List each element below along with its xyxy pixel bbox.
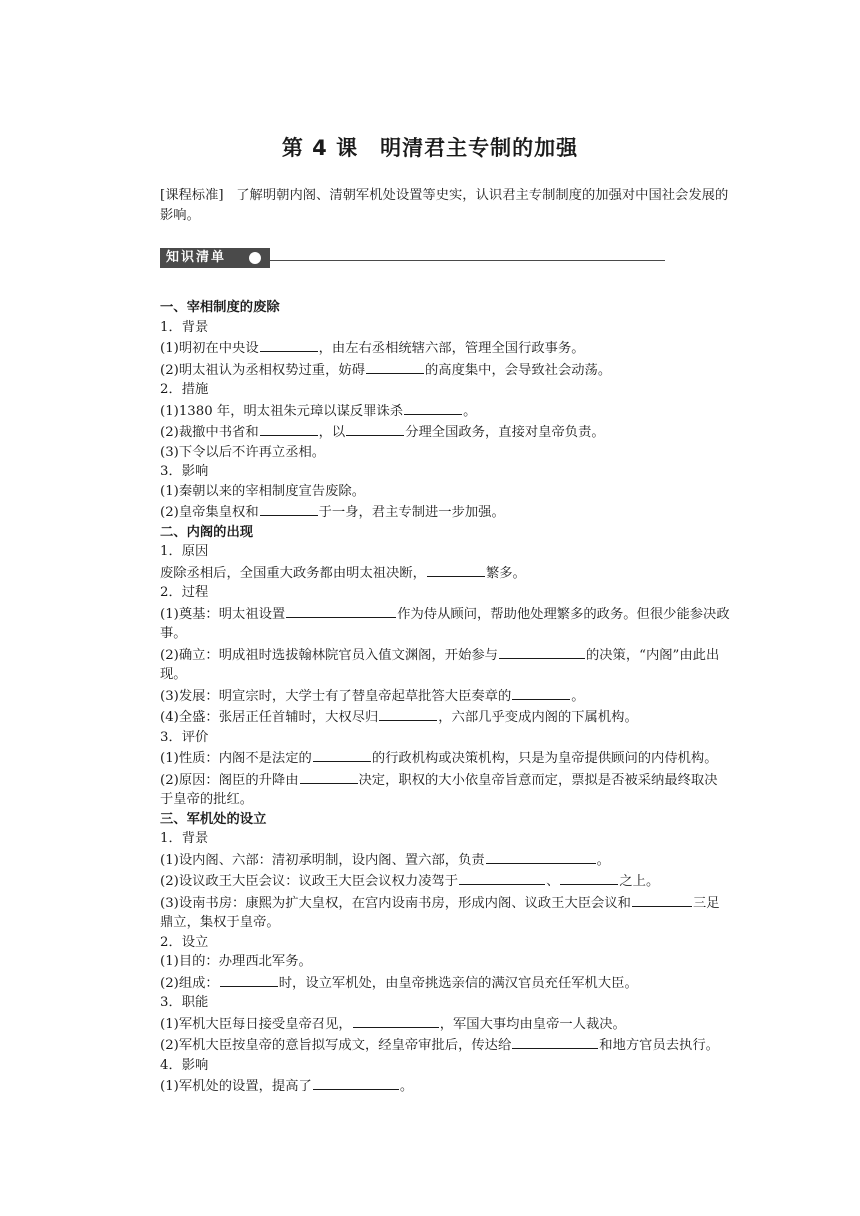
section-heading: 三、军机处的设立 bbox=[160, 811, 267, 827]
answer-blank[interactable] bbox=[366, 359, 424, 374]
answer-blank[interactable] bbox=[512, 1034, 598, 1049]
list-item: (1)军机大臣每日接受皇帝召见， ，军国大事均由皇帝一人裁决。 bbox=[160, 1013, 730, 1035]
list-item: (2)确立：明成祖时选拔翰林院官员入值文渊阁，开始参与 的决策，“内阁”由此出现。 bbox=[160, 644, 730, 685]
answer-blank[interactable] bbox=[499, 644, 585, 659]
list-item: (1)明初在中央设 ，由左右丞相统辖六部，管理全国行政事务。 bbox=[160, 337, 730, 359]
list-item: (2)军机大臣按皇帝的意旨拟写成文，经皇帝审批后，传达给 和地方官员去执行。 bbox=[160, 1034, 730, 1056]
page-title bbox=[0, 132, 860, 162]
knowledge-list bbox=[160, 298, 730, 1097]
sub-heading: 2．设立 bbox=[160, 934, 209, 950]
list-item: (1)设内阁、六部：清初承明制，设内阁、置六部，负责 。 bbox=[160, 849, 730, 871]
list-item: (2)皇帝集皇权和 于一身，君主专制进一步加强。 bbox=[160, 501, 730, 523]
list-item: (2)明太祖认为丞相权势过重，妨碍 的高度集中，会导致社会动荡。 bbox=[160, 359, 730, 381]
lesson-number: 第 4 课 bbox=[281, 136, 359, 160]
answer-blank[interactable] bbox=[379, 706, 437, 721]
answer-blank[interactable] bbox=[353, 1013, 439, 1028]
answer-blank[interactable] bbox=[220, 972, 278, 987]
answer-blank[interactable] bbox=[486, 849, 596, 864]
answer-blank[interactable] bbox=[560, 870, 618, 885]
course-standard bbox=[160, 186, 730, 226]
answer-blank[interactable] bbox=[286, 603, 396, 618]
answer-blank[interactable] bbox=[512, 685, 570, 700]
section-heading: 一、宰相制度的废除 bbox=[160, 300, 280, 315]
sub-heading: 2．措施 bbox=[160, 382, 209, 397]
sub-heading: 1．原因 bbox=[160, 544, 209, 559]
sub-heading: 1．背景 bbox=[160, 831, 209, 846]
answer-blank[interactable] bbox=[260, 501, 318, 516]
answer-blank[interactable] bbox=[632, 892, 692, 907]
list-item: (1)目的：办理西北军务。 bbox=[160, 954, 312, 969]
answer-blank[interactable] bbox=[313, 1075, 399, 1090]
sub-heading: 3．评价 bbox=[160, 729, 209, 745]
list-item: (2)裁撤中书省和 ，以 分理全国政务，直接对皇帝负责。 bbox=[160, 421, 730, 443]
banner-rule bbox=[270, 260, 665, 261]
sub-heading: 2．过程 bbox=[160, 585, 209, 600]
sub-heading: 1．背景 bbox=[160, 319, 209, 335]
list-item: (1)秦朝以来的宰相制度宣告废除。 bbox=[160, 483, 365, 499]
list-item: (3)发展：明宣宗时，大学士有了替皇帝起草批答大臣奏章的 。 bbox=[160, 685, 730, 707]
list-item: (2)组成： 时，设立军机处，由皇帝挑选亲信的满汉官员充任军机大臣。 bbox=[160, 972, 730, 994]
sub-heading: 3．影响 bbox=[160, 464, 209, 479]
list-item: (1)军机处的设置，提高了 。 bbox=[160, 1075, 730, 1097]
list-item: 废除丞相后，全国重大政务都由明太祖决断， 繁多。 bbox=[160, 562, 730, 584]
bullet-icon bbox=[249, 252, 261, 264]
answer-blank[interactable] bbox=[260, 421, 318, 436]
list-item: (4)全盛：张居正任首辅时，大权尽归 ，六部几乎变成内阁的下属机构。 bbox=[160, 706, 730, 728]
course-standard-text: 了解明朝内阁、清朝军机处设置等史实，认识君主专制制度的加强对中国社会发展的影响。 bbox=[160, 188, 729, 223]
section-heading: 二、内阁的出现 bbox=[160, 524, 254, 540]
answer-blank[interactable] bbox=[346, 421, 404, 436]
sub-heading: 4．影响 bbox=[160, 1057, 209, 1073]
list-item: (1)奠基：明太祖设置 作为侍从顾问，帮助他处理繁多的政务。但很少能参决政事。 bbox=[160, 603, 730, 644]
list-item: (1)性质：内阁不是法定的 的行政机构或决策机构，只是为皇帝提供顾问的内侍机构。 bbox=[160, 747, 730, 769]
list-item: (3)设南书房：康熙为扩大皇权，在宫内设南书房，形成内阁、议政王大臣会议和 三足鼎立，集权于皇帝。 bbox=[160, 892, 730, 933]
answer-blank[interactable] bbox=[313, 747, 371, 762]
list-item: (2)设议政王大臣会议：议政王大臣会议权力凌驾于 、 之上。 bbox=[160, 870, 730, 892]
answer-blank[interactable] bbox=[404, 400, 462, 415]
answer-blank[interactable] bbox=[300, 769, 358, 784]
lesson-name: 明清君主专制的加强 bbox=[380, 136, 579, 160]
course-standard-label: [课程标准] bbox=[160, 188, 224, 203]
list-item: (1)1380 年，明太祖朱元璋以谋反罪诛杀 。 bbox=[160, 400, 730, 422]
banner-label: 知识清单 bbox=[160, 248, 270, 268]
answer-blank[interactable] bbox=[427, 562, 485, 577]
list-item: (2)原因：阁臣的升降由 决定，职权的大小依皇帝旨意而定，票拟是否被采纳最终取决于皇帝的批红。 bbox=[160, 769, 730, 810]
sub-heading: 3．职能 bbox=[160, 995, 209, 1010]
list-item: (3)下令以后不许再立丞相。 bbox=[160, 444, 326, 460]
answer-blank[interactable] bbox=[459, 870, 545, 885]
answer-blank[interactable] bbox=[260, 337, 318, 352]
